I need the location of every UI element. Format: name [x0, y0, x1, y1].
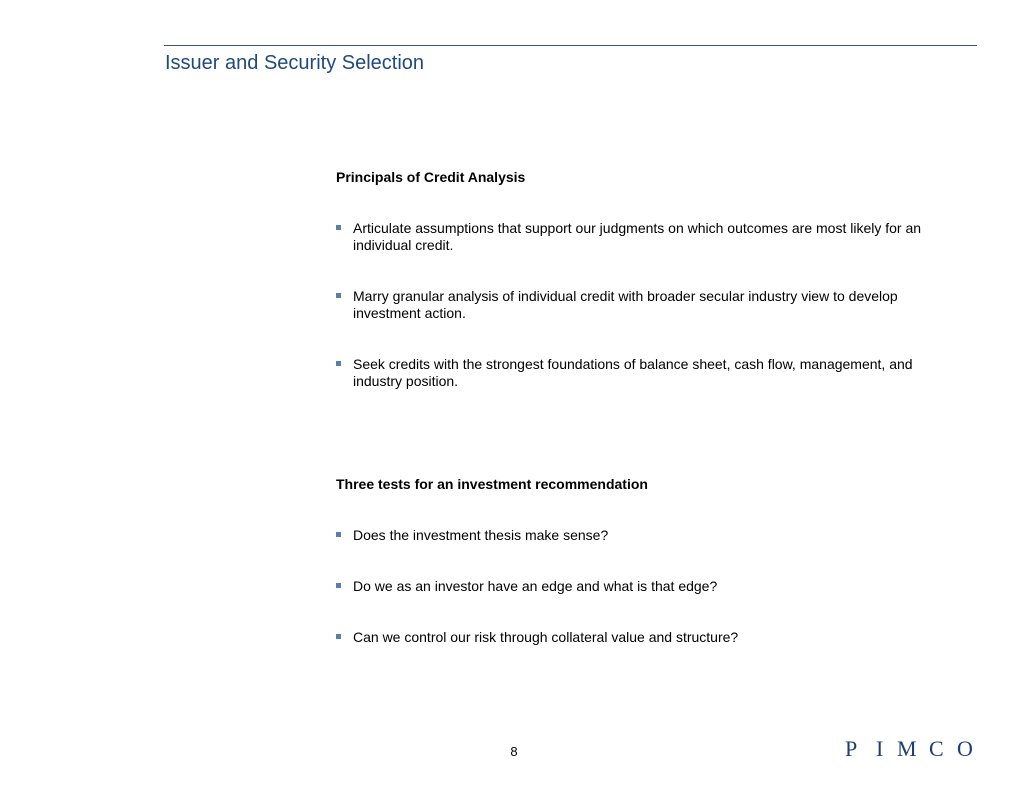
list-item — [336, 356, 926, 390]
logo-letter: O — [957, 736, 973, 761]
list-item — [336, 527, 926, 544]
bullet-text: Articulate assumptions that support our judgments on which outcomes are most likely for an individual credit. — [353, 220, 922, 253]
page-title: Issuer and Security Selection — [165, 52, 425, 74]
square-bullet-icon — [336, 361, 341, 366]
bullet-text: Marry granular analysis of individual credit with broader secular industry view to develop investment action. — [353, 288, 898, 321]
logo-letter: C — [929, 736, 944, 761]
page-number: 8 — [510, 744, 518, 759]
section-heading-three-tests: Three tests for an investment recommendation — [336, 476, 648, 492]
logo-letter: I — [876, 736, 884, 761]
logo-letter: M — [897, 736, 917, 761]
logo-letter: P — [845, 736, 858, 761]
pimco-logo — [845, 736, 977, 764]
bullet-text: Can we control our risk through collateral value and structure? — [353, 629, 739, 645]
list-item — [336, 629, 926, 646]
square-bullet-icon — [336, 634, 341, 639]
bullet-text: Seek credits with the strongest foundations of balance sheet, cash flow, management, and industry position. — [353, 356, 913, 389]
square-bullet-icon — [336, 532, 341, 537]
square-bullet-icon — [336, 583, 341, 588]
bullet-text: Does the investment thesis make sense? — [353, 527, 609, 543]
list-item — [336, 288, 926, 322]
list-item — [336, 578, 926, 595]
square-bullet-icon — [336, 225, 341, 230]
bullet-text: Do we as an investor have an edge and what is that edge? — [353, 578, 718, 594]
square-bullet-icon — [336, 293, 341, 298]
list-item — [336, 220, 926, 254]
header-rule — [164, 45, 977, 46]
section-heading-credit-analysis: Principals of Credit Analysis — [336, 169, 526, 185]
